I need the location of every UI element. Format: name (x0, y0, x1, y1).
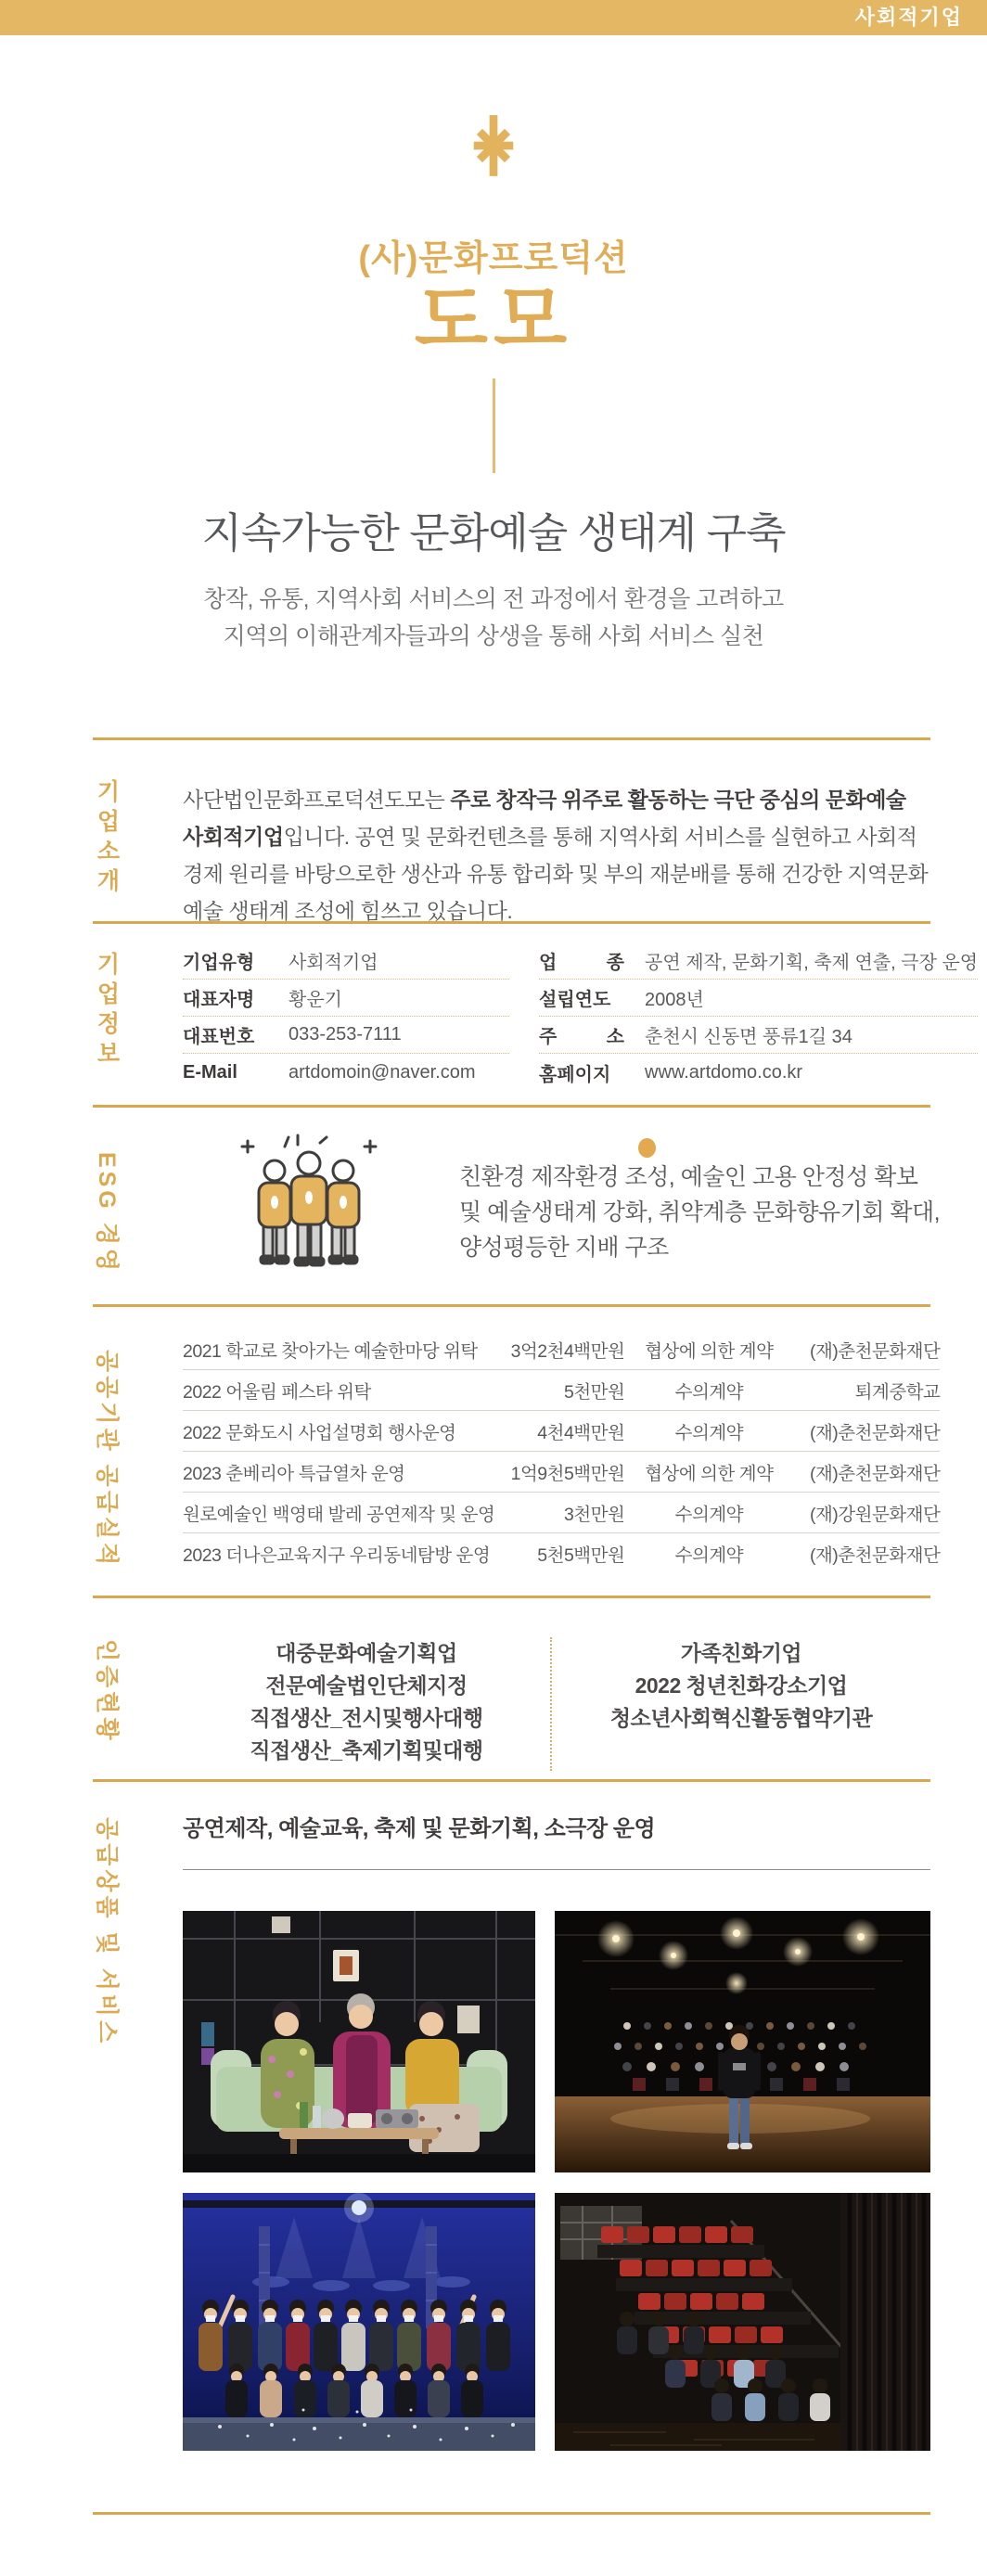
cert-item: 직접생산_전시및행사대행 (250, 1706, 483, 1731)
label-column (93, 1782, 183, 2512)
cell-amount: 5천5백만원 (537, 1545, 625, 1567)
cert-item: 청소년사회혁신활동협약기관 (609, 1706, 873, 1731)
company-info-content (183, 924, 978, 1105)
header-bar (0, 0, 987, 35)
sections-container (0, 737, 987, 2512)
label-column (93, 740, 183, 921)
section-label-esg: ESG 경영 (94, 1152, 120, 1275)
intro-text-pre: 사단법인문화프로덕션도모는 (183, 788, 451, 813)
subtitle-line: 지역의 이해관계자들과의 상생을 통해 사회 서비스 실천 (223, 623, 764, 650)
supply-table (183, 1307, 940, 1574)
cert-item: 가족친화기업 (680, 1641, 802, 1666)
info-label: 업 종 (539, 953, 624, 974)
info-value: 황운기 (288, 990, 342, 1011)
cell-amount: 1억9천5백만원 (510, 1463, 625, 1484)
asterisk-icon-svg (467, 113, 520, 178)
label-column (93, 1307, 183, 1596)
page-subtitle (0, 581, 987, 655)
cell-agency: (재)춘천문화재단 (809, 1545, 941, 1567)
stage-play-scene-illustration (183, 1911, 535, 2172)
certifications-left (183, 1637, 552, 1771)
info-row (183, 1054, 509, 1091)
people-group-icon (237, 1134, 381, 1281)
cell-contract-type: 협상에 의한 계약 (645, 1340, 774, 1362)
certifications-content (183, 1598, 930, 1779)
section-label-public-supply: 공공기관 공급실적 (94, 1350, 120, 1570)
info-label: 대표자명 (183, 990, 255, 1011)
group-photo-illustration (183, 2193, 535, 2451)
vertical-accent-line (493, 378, 495, 473)
certifications-right (552, 1637, 930, 1771)
section-esg (93, 1105, 941, 1304)
company-intro-content (183, 740, 930, 924)
info-row (183, 980, 509, 1017)
cell-project-name: 2021 학교로 찾아가는 예술한마당 위탁 (183, 1340, 478, 1362)
cert-item: 전문예술법인단체지정 (265, 1673, 468, 1698)
hero-header (0, 113, 987, 655)
cell-amount: 4천4백만원 (537, 1422, 625, 1443)
section-label-company-info: 기업정보 (94, 952, 120, 1071)
info-value: 공연 제작, 문화기획, 축제 연출, 극장 운영 (645, 953, 979, 974)
section-label-company-intro: 기업소개 (94, 779, 120, 899)
info-row (539, 1054, 978, 1091)
section-company-intro (93, 737, 930, 924)
cell-amount: 5천만원 (563, 1381, 625, 1403)
table-row (183, 1493, 940, 1533)
info-value-email: artdomoin@naver.com (288, 1061, 476, 1083)
certifications-columns (183, 1598, 930, 1771)
cert-item: 직접생산_축제기획및대행 (250, 1738, 483, 1763)
page-title: 지속가능한 문화예술 생태계 구축 (201, 509, 786, 557)
info-column-right (539, 942, 978, 1091)
cell-contract-type: 수의계약 (674, 1504, 743, 1525)
audience-with-speaker-illustration (555, 1911, 930, 2172)
label-column (93, 1598, 183, 1779)
people-group-icon-svg (237, 1134, 381, 1276)
cell-project-name: 원로예술인 백영태 발레 공연제작 및 운영 (183, 1504, 495, 1525)
cell-project-name: 2023 춘베리아 특급열차 운영 (183, 1463, 405, 1484)
cell-project-name: 2022 문화도시 사업설명회 행사운영 (183, 1422, 456, 1443)
info-value: 춘천시 신동면 풍류1길 34 (645, 1027, 852, 1048)
info-label-email: E-Mail (183, 1061, 237, 1083)
label-column (93, 1108, 183, 1304)
section-certifications (93, 1596, 930, 1779)
social-enterprise-badge: 사회적기업 (854, 6, 963, 29)
subtitle-line: 창작, 유통, 지역사회 서비스의 전 과정에서 환경을 고려하고 (203, 586, 784, 613)
info-value: 2008년 (645, 990, 704, 1011)
cell-project-name: 2023 더나은교육지구 우리동네탐방 운영 (183, 1545, 491, 1567)
info-label: 설립연도 (539, 990, 611, 1011)
table-row (183, 1452, 940, 1493)
red-theater-seats-illustration (555, 2193, 930, 2451)
info-label: 주 소 (539, 1027, 624, 1048)
info-row (539, 1017, 978, 1054)
photo-grid (183, 1911, 930, 2451)
info-row (183, 1017, 509, 1054)
table-row (183, 1329, 940, 1370)
info-row (183, 942, 509, 980)
cell-agency: (재)춘천문화재단 (809, 1422, 941, 1443)
services-divider-line (183, 1869, 930, 1870)
services-heading: 공연제작, 예술교육, 축제 및 문화기획, 소극장 운영 (183, 1816, 656, 1842)
cell-agency: 퇴계중학교 (854, 1381, 941, 1403)
org-prefix: (사)문화프로덕션 (358, 239, 629, 278)
table-row (183, 1411, 940, 1452)
cell-amount: 3천만원 (563, 1504, 625, 1525)
section-company-info (93, 921, 979, 1105)
cell-agency: (재)강원문화재단 (809, 1504, 941, 1525)
stage-play-scene-photo (183, 1911, 535, 2172)
cell-project-name: 2022 어울림 페스타 위탁 (183, 1381, 371, 1403)
cell-amount: 3억2천4백만원 (510, 1340, 625, 1362)
audience-with-speaker-photo (555, 1911, 930, 2172)
bottom-divider-line (93, 2512, 930, 2515)
table-row (183, 1370, 940, 1411)
esg-content (183, 1108, 942, 1304)
org-name: 도모 (414, 277, 573, 363)
info-row (539, 980, 978, 1017)
company-info-table (183, 924, 978, 1091)
info-label: 기업유형 (183, 953, 255, 974)
info-column-left (183, 942, 509, 1091)
esg-description: 친환경 제작환경 조성, 예술인 고용 안정성 확보 및 예술생태계 강화, 취약계층 문화향유기회 확대, 양성평등한 지배 구조 (459, 1164, 941, 1262)
red-theater-seats-photo (555, 2193, 930, 2451)
info-value: 사회적기업 (288, 953, 378, 974)
info-label-homepage: 홈페이지 (539, 1064, 611, 1085)
esg-row (183, 1108, 942, 1281)
table-row (183, 1533, 940, 1574)
cell-contract-type: 협상에 의한 계약 (645, 1463, 774, 1484)
cert-item: 대중문화예술기획업 (276, 1641, 457, 1666)
group-photo-blue-stage-photo (183, 2193, 535, 2451)
supply-content (183, 1307, 940, 1596)
label-column (93, 924, 183, 1105)
services-content (183, 1782, 930, 2512)
cell-contract-type: 수의계약 (674, 1545, 743, 1567)
company-intro-paragraph (183, 740, 930, 929)
intro-text-bold: 주로 창작극 위주로 활동하는 극단 중심의 문화예술 사회적기업 (183, 788, 906, 850)
cell-contract-type: 수의계약 (674, 1381, 743, 1403)
cert-item: 2022 청년친화강소기업 (634, 1673, 848, 1698)
cell-agency: (재)춘천문화재단 (809, 1340, 941, 1362)
section-products-services (93, 1779, 930, 2512)
info-value: 033-253-7111 (288, 1024, 402, 1045)
info-label: 대표번호 (183, 1027, 255, 1048)
info-value-homepage: www.artdomo.co.kr (645, 1061, 803, 1083)
section-label-products-services: 공급상품 및 서비스 (94, 1817, 120, 2047)
section-public-supply (93, 1304, 941, 1596)
info-row (539, 942, 978, 980)
section-label-certifications: 인증현황 (94, 1639, 120, 1744)
cell-contract-type: 수의계약 (674, 1422, 743, 1443)
cell-agency: (재)춘천문화재단 (809, 1463, 941, 1484)
asterisk-icon (0, 113, 987, 183)
intro-text-post: 입니다. 공연 및 문화컨텐츠를 통해 지역사회 서비스를 실현하고 사회적경제 원리를 바탕으로한 생산과 유통 합리화 및 부의 재분배를 통해 건강한 지역문화예술 생태계 조성에 힘쓰고 있습니다. (183, 825, 929, 924)
